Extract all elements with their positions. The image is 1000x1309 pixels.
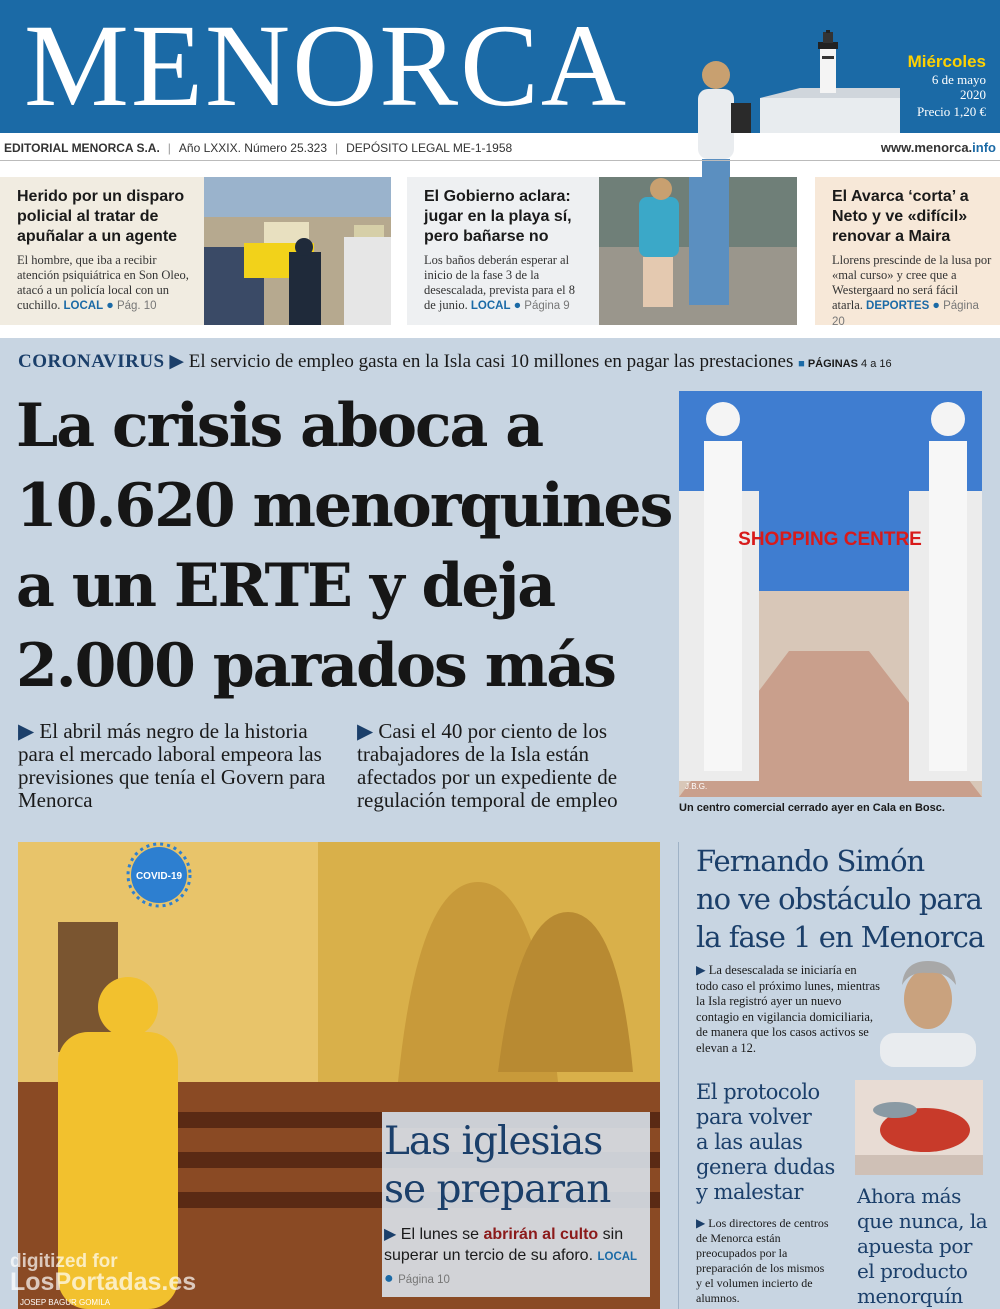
triangle-icon: ▶: [169, 351, 184, 372]
headline-line: Las iglesias: [384, 1119, 603, 1164]
bullet-icon: ●: [513, 298, 522, 312]
police-scene-photo: [204, 177, 391, 325]
shopping-centre-photo: [679, 391, 982, 797]
text-post: sin superar un tercio de su aforo.: [384, 1226, 624, 1264]
website-link[interactable]: [881, 140, 996, 155]
subhead-text: Casi el 40 por ciento de los trabajadores de la Isla están afectados por un expediente de regulación temporal de empleo: [357, 719, 618, 812]
info-bar: [0, 135, 1000, 161]
issue-date-block: [908, 52, 986, 120]
year: 2020: [960, 87, 986, 102]
headline-line: se preparan: [384, 1167, 611, 1212]
separator: |: [335, 140, 339, 155]
shopping-centre-sign: SHOPPING CENTRE: [738, 529, 922, 550]
protocol-text: [696, 1216, 831, 1306]
watermark: [10, 1251, 197, 1296]
triangle-icon: ▶: [18, 719, 35, 743]
headline-line: menorquín: [857, 1284, 963, 1308]
teaser-text: [424, 253, 584, 314]
headline-line: a las aulas: [696, 1130, 803, 1154]
publisher: EDITORIAL MENORCA S.A.: [4, 140, 160, 155]
teaser-text: [17, 253, 192, 314]
bullet-icon: ●: [106, 298, 114, 312]
weekday: Miércoles: [907, 52, 986, 71]
headline-line: apuesta por: [857, 1234, 972, 1258]
photo-caption: Un centro comercial cerrado ayer en Cala en Bosc.: [679, 802, 945, 814]
lead-subhead-1: [18, 720, 338, 812]
pages-label: PÁGINAS: [807, 358, 858, 370]
price: Precio 1,20 €: [917, 104, 986, 119]
text-highlight: abrirán al culto: [483, 1226, 599, 1243]
headline-line: no ve obstáculo para: [696, 882, 982, 916]
photo-credit: J.B.G.: [685, 782, 708, 791]
page-ref: Pág. 10: [116, 300, 157, 312]
section-label: CORONAVIRUS: [18, 351, 165, 372]
watermark-line: LosPortadas.es: [10, 1268, 197, 1296]
church-headline[interactable]: [384, 1118, 610, 1214]
triangle-icon: ▶: [696, 963, 706, 977]
pages-range: 4 a 16: [861, 358, 892, 370]
website-main: www.menorca.: [880, 140, 973, 155]
bullet-icon: ●: [932, 298, 940, 312]
church-text: [384, 1224, 644, 1291]
headline-line: Fernando Simón: [696, 844, 925, 878]
headline-line: 10.620 menorquines: [16, 471, 672, 541]
simon-text: [696, 963, 881, 1056]
triangle-icon: ▶: [384, 1226, 397, 1243]
masthead: [0, 0, 1000, 133]
headline-line: el producto: [857, 1259, 968, 1283]
beach-photo: [599, 177, 797, 325]
fernando-simon-portrait: [872, 955, 984, 1067]
covid-badge: [126, 842, 192, 908]
page-ref: Página 20: [832, 300, 979, 328]
headline-line: y malestar: [696, 1180, 803, 1204]
date: 6 de mayo: [931, 72, 986, 87]
page-ref: Página 10: [398, 1274, 450, 1286]
simon-headline[interactable]: [696, 842, 984, 956]
column-divider: [678, 842, 679, 1309]
headline-line: la fase 1 en Menorca: [696, 920, 985, 954]
triangle-icon: ▶: [357, 719, 374, 743]
section-tag: DEPORTES: [866, 300, 930, 312]
protocol-body: Los directores de centros de Menorca están preocupados por la preparación de los mismos y el volumen incierto de alumnos.: [696, 1216, 829, 1305]
newspaper-title: MENORCA: [24, 0, 629, 131]
headline-line: para volver: [696, 1105, 812, 1129]
teaser-sports[interactable]: [815, 177, 1000, 328]
local-product-headline[interactable]: [857, 1184, 987, 1309]
subhead-text: El abril más negro de la historia para el mercado laboral empeora las previsiones que tenía el Govern para Menorca: [18, 719, 326, 812]
simon-body: La desescalada se iniciaría en todo caso el próximo lunes, mientras la Isla registró ayer un nuevo contagio en vigilancia domiciliaria, de manera que los casos activos se elevan a 12.: [696, 963, 880, 1055]
teaser-body: Los baños deberán esperar al inicio de la fase 3 de la desescalada, prevista para el 8 de junio.: [424, 253, 575, 312]
teaser-body: Llorens prescinde de la lusa por «mal curso» y cree que a Westergaard no será fácil atarla.: [832, 253, 992, 312]
text-pre: El lunes se: [400, 1226, 484, 1243]
teaser-beach[interactable]: [407, 177, 797, 325]
headline-line: que nunca, la: [857, 1209, 988, 1233]
triangle-icon: ▶: [696, 1216, 706, 1230]
issue-number: Año LXXIX. Número 25.323: [178, 140, 328, 155]
section-tag: LOCAL: [597, 1251, 638, 1263]
coronavirus-bar[interactable]: [18, 350, 892, 373]
page-ref: Página 9: [524, 300, 570, 312]
photo-credit: JOSEP BAGUR GOMILA: [20, 1298, 111, 1307]
headline-line: Ahora más: [857, 1184, 961, 1208]
fish-market-photo: [855, 1080, 983, 1175]
pages-ref: [798, 358, 892, 370]
headline-line: a un ERTE y deja: [16, 551, 555, 621]
teaser-title: Herido por un disparo policial al tratar de apuñalar a un agente: [17, 188, 185, 245]
teaser-title: El Avarca ‘corta’ a Neto y ve «difícil» renovar a Maira: [832, 188, 969, 245]
headline-line: La crisis aboca a: [16, 391, 543, 461]
teaser-title: El Gobierno aclara: jugar en la playa sí, pero bañarse no: [424, 188, 572, 245]
teaser-shooting[interactable]: [0, 177, 391, 325]
lead-headline[interactable]: [16, 386, 676, 706]
website-tld: info: [972, 140, 996, 155]
corona-headline: El servicio de empleo gasta en la Isla casi 10 millones en pagar las prestaciones: [188, 351, 794, 372]
headline-line: genera dudas: [696, 1155, 835, 1179]
section-tag: LOCAL: [470, 300, 511, 312]
lighthouse-icon: [760, 30, 900, 133]
square-icon: ■: [798, 358, 805, 370]
bullet-icon: ●: [384, 1270, 394, 1287]
teaser-text: [832, 253, 992, 330]
protocol-headline[interactable]: [696, 1080, 835, 1205]
teaser-body: El hombre, que iba a recibir atención psiquiátrica en Son Oleo, atacó a un policía local con un cuchillo.: [17, 253, 189, 312]
headline-line: El protocolo: [696, 1080, 820, 1104]
watermark-line: digitized for: [10, 1251, 118, 1272]
lead-subhead-2: [357, 720, 657, 812]
covid-label: COVID-19: [135, 871, 183, 882]
headline-line: 2.000 parados más: [16, 631, 615, 701]
legal-deposit: DEPÓSITO LEGAL ME-1-1958: [346, 140, 513, 155]
section-tag: LOCAL: [63, 300, 104, 312]
separator: |: [167, 140, 171, 155]
